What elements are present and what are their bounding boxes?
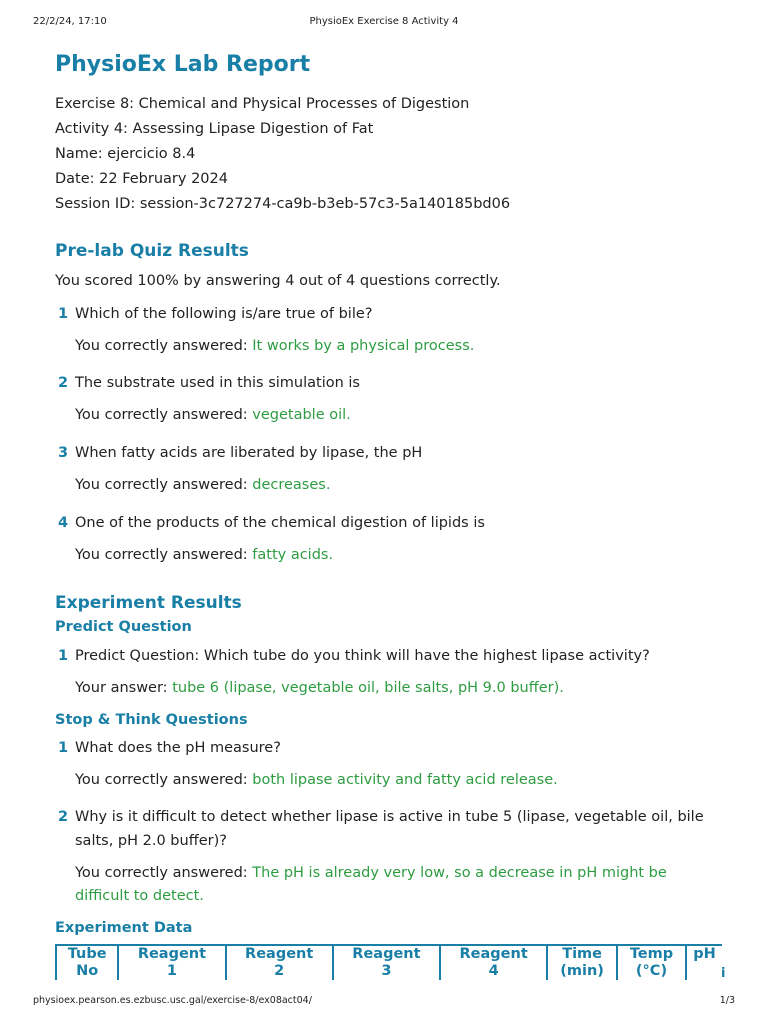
name-line: Name: ejercicio 8.4: [55, 146, 196, 162]
page-number: 1/3: [719, 995, 735, 1006]
session-line: Session ID: session-3c727274-ca9b-b3eb-57c3-5a140185bd06: [55, 196, 511, 212]
experiment-section: [55, 591, 725, 980]
correct-answer: The pH is already very low, so a decrease in pH might be difficult to detect.: [75, 865, 667, 904]
lab-report: [55, 50, 725, 980]
question-number: 1: [58, 306, 69, 322]
question-number: 1: [58, 648, 69, 664]
table-header-row: [56, 945, 722, 980]
experiment-data-heading: Experiment Data: [55, 920, 193, 936]
prelab-score: You scored 100% by answering 4 out of 4 questions correctly.: [55, 273, 501, 289]
column-header: Reagent 2: [226, 945, 333, 980]
prelab-section: [55, 239, 725, 567]
column-header: pH: [686, 945, 722, 980]
prelab-question: [55, 302, 725, 358]
report-meta: [55, 92, 725, 217]
answer-prefix: You correctly answered:: [75, 547, 253, 563]
question-text: One of the products of the chemical digestion of lipids is: [75, 515, 485, 531]
prelab-question: [55, 441, 725, 497]
question-text: When fatty acids are liberated by lipase, the pH: [75, 445, 423, 461]
print-footer: [33, 995, 735, 1009]
predict-heading: Predict Question: [55, 619, 192, 635]
question-text: Why is it difficult to detect whether lipase is active in tube 5 (lipase, vegetable oil, bile salts, pH 2.0 buffer)?: [75, 809, 704, 849]
question-number: 3: [58, 445, 69, 461]
print-timestamp: 22/2/24, 17:10: [33, 16, 107, 27]
predict-question: [55, 644, 725, 700]
question-text: Which of the following is/are true of bile?: [75, 306, 373, 322]
experiment-heading: Experiment Results: [55, 593, 242, 613]
question-text: Predict Question: Which tube do you think will have the highest lipase activity?: [75, 648, 650, 664]
prelab-heading: Pre-lab Quiz Results: [55, 241, 249, 261]
column-header: Reagent 1: [118, 945, 225, 980]
column-header: Reagent 3: [333, 945, 440, 980]
question-number: 2: [58, 375, 69, 391]
print-url: physioex.pearson.es.ezbusc.usc.gal/exercise-8/ex08act04/: [33, 995, 312, 1006]
report-title: PhysioEx Lab Report: [55, 52, 311, 77]
correct-answer: both lipase activity and fatty acid release.: [252, 772, 558, 788]
question-number: 2: [58, 809, 69, 825]
cutoff-glyph: i: [721, 966, 726, 981]
question-text: What does the pH measure?: [75, 740, 281, 756]
correct-answer: decreases.: [252, 477, 331, 493]
experiment-data-table: [55, 944, 722, 980]
question-number: 4: [58, 515, 69, 531]
column-header: Temp (°C): [617, 945, 686, 980]
question-text: The substrate used in this simulation is: [75, 375, 360, 391]
correct-answer: fatty acids.: [252, 547, 334, 563]
column-header: Tube No: [56, 945, 118, 980]
prelab-question: [55, 511, 725, 567]
date-line: Date: 22 February 2024: [55, 171, 228, 187]
print-title: PhysioEx Exercise 8 Activity 4: [309, 16, 459, 27]
answer-prefix: You correctly answered:: [75, 407, 253, 423]
exercise-line: Exercise 8: Chemical and Physical Processes of Digestion: [55, 96, 470, 112]
prelab-question: [55, 371, 725, 427]
answer-prefix: Your answer:: [75, 680, 173, 696]
answer-prefix: You correctly answered:: [75, 338, 253, 354]
print-header: [33, 16, 735, 30]
activity-line: Activity 4: Assessing Lipase Digestion of Fat: [55, 121, 374, 137]
stop-think-heading: Stop & Think Questions: [55, 712, 248, 728]
stop-think-question: [55, 736, 725, 792]
column-header: Reagent 4: [440, 945, 547, 980]
answer-prefix: You correctly answered:: [75, 477, 253, 493]
student-answer: tube 6 (lipase, vegetable oil, bile salts, pH 9.0 buffer).: [172, 680, 564, 696]
question-number: 1: [58, 740, 69, 756]
answer-prefix: You correctly answered:: [75, 772, 253, 788]
stop-think-question: [55, 805, 725, 908]
correct-answer: vegetable oil.: [252, 407, 351, 423]
column-header: Time (min): [547, 945, 617, 980]
correct-answer: It works by a physical process.: [252, 338, 475, 354]
answer-prefix: You correctly answered:: [75, 865, 253, 881]
